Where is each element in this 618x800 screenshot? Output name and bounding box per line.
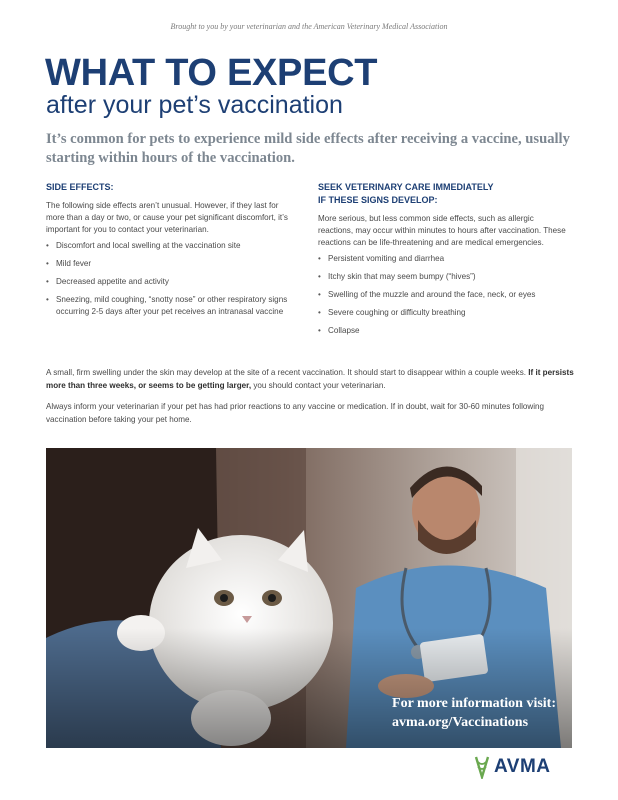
caduceus-icon [473, 755, 491, 779]
seek-care-section [318, 181, 570, 343]
list-item: • Severe coughing or difficulty breathing [318, 307, 570, 319]
swelling-note-start: A small, firm swelling under the skin may develop at the site of a recent vaccination. It should start to disappear within a couple weeks. [46, 368, 529, 377]
seek-care-list [318, 253, 570, 337]
list-item: • Discomfort and local swelling at the vaccination site [46, 240, 296, 252]
avma-logo [473, 754, 551, 780]
side-effects-list [46, 240, 296, 318]
side-effects-section [46, 181, 296, 324]
inform-note: Always inform your veterinarian if your pet has had prior reactions to any vaccine or medication. If in doubt, wait for 30-60 minutes following vaccination before taking your pet home. [46, 402, 545, 424]
list-item: • Decreased appetite and activity [46, 276, 296, 288]
list-item: • Persistent vomiting and diarrhea [318, 253, 570, 265]
logo-text: AVMA [494, 756, 551, 777]
seek-care-intro: More serious, but less common side effects, such as allergic reactions, may occur within minutes to hours after vaccination. These reactions can be life-threatening and are medical emergencies. [318, 214, 566, 247]
list-item: • Collapse [318, 325, 570, 337]
seek-care-heading-line1: SEEK VETERINARY CARE IMMEDIATELY [318, 182, 494, 192]
side-effects-heading: SIDE EFFECTS: [46, 182, 114, 192]
swelling-note-end: you should contact your veterinarian. [251, 381, 386, 390]
vet-cat-photo [46, 448, 572, 748]
page-title: WHAT TO EXPECT [45, 52, 378, 94]
seek-care-heading-line2: IF THESE SIGNS DEVELOP: [318, 195, 438, 205]
page-subtitle: after your pet’s vaccination [46, 91, 343, 119]
list-item: • Mild fever [46, 258, 296, 270]
cta-line1: For more information visit: [392, 696, 556, 711]
byline: Brought to you by your veterinarian and the American Veterinary Medical Association [170, 22, 448, 31]
cta-text [392, 694, 556, 732]
swelling-note [46, 366, 576, 392]
seek-care-heading [318, 181, 570, 207]
lede-paragraph: It’s common for pets to experience mild side effects after receiving a vaccine, usually starting within hours of the vaccination. [46, 131, 570, 166]
cta-link[interactable]: avma.org/Vaccinations [392, 715, 529, 730]
list-item: • Itchy skin that may seem bumpy (“hives”) [318, 271, 570, 283]
list-item: • Sneezing, mild coughing, “snotty nose” or other respiratory signs occurring 2-5 days after your pet receives an intranasal vaccine [46, 294, 296, 318]
list-item: • Swelling of the muzzle and around the face, neck, or eyes [318, 289, 570, 301]
side-effects-intro: The following side effects aren’t unusual. However, if they last for more than a day or two, or cause your pet significant discomfort, it’s important for you to contact your veterinarian. [46, 201, 288, 234]
swelling-note-bold: If it persists more than three weeks, or seems to be getting larger, [46, 368, 574, 390]
